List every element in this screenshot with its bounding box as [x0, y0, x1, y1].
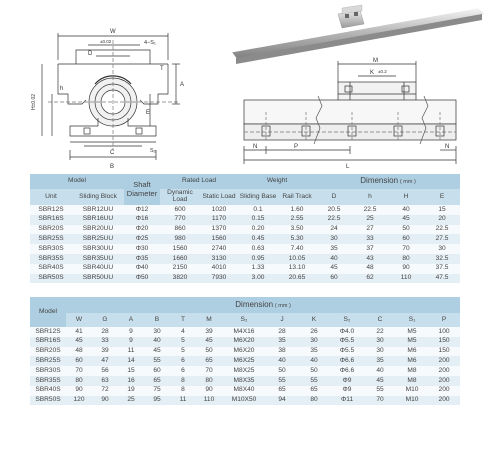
rated-load-table-cell: 37.5 — [424, 264, 460, 274]
rated-load-table-cell: 2.55 — [278, 215, 316, 225]
dimension-table-cell: 15 — [118, 366, 144, 376]
dimension-table-cell: SBR40S — [30, 386, 66, 396]
dimension-table-cell: 11 — [170, 396, 196, 406]
rated-load-table-cell: 45 — [316, 264, 352, 274]
dimension-table-cell: 39 — [196, 327, 222, 337]
rated-load-table-row — [30, 254, 460, 264]
rated-load-table-cell: 770 — [160, 215, 200, 225]
rated-load-table-cell: SBR35UU — [72, 254, 124, 264]
dimension-table-row — [30, 356, 460, 366]
dimension-table-cell: M8 — [396, 376, 428, 386]
dimension-table-cell: 6 — [170, 356, 196, 366]
rated-load-table-cell: SBR50UU — [72, 274, 124, 284]
dimension-table-cell: 40 — [266, 356, 298, 366]
rated-load-table-cell: SBR25UU — [72, 234, 124, 244]
dimension-table-cell: 39 — [92, 347, 118, 357]
header-col-h: h — [352, 189, 388, 205]
dim-header-col: A — [118, 313, 144, 327]
rated-load-table-cell: Φ25 — [124, 234, 160, 244]
dimension-table-cell: 72 — [92, 386, 118, 396]
dim-header-dimension — [66, 297, 460, 313]
dimension-table-cell: 200 — [428, 366, 460, 376]
rated-load-table-cell: 0.1 — [238, 205, 278, 215]
dimension-table-cell: M8X25 — [222, 366, 266, 376]
dimension-table-cell: SBR25S — [30, 356, 66, 366]
dimension-table-cell: 26 — [298, 327, 330, 337]
dim-header-col: S₁ — [396, 313, 428, 327]
rated-load-table-cell: SBR25S — [30, 234, 72, 244]
dim-label-d: D — [88, 51, 93, 57]
header-weight: Weight — [238, 174, 316, 189]
header-dimension-unit: ( mm ) — [399, 179, 416, 186]
dimension-table-cell: SBR50S — [30, 396, 66, 406]
rated-load-table-cell: 1.33 — [238, 264, 278, 274]
dimension-table-cell: 35 — [266, 337, 298, 347]
dimension-table-cell: 63 — [92, 376, 118, 386]
dim-label-h: h — [60, 86, 64, 92]
rated-load-table-cell: 0.63 — [238, 244, 278, 254]
header-col-d: D — [316, 189, 352, 205]
rated-load-table-cell: 600 — [160, 205, 200, 215]
dimension-table-cell: 5 — [170, 347, 196, 357]
rated-load-table — [30, 174, 460, 283]
dim-label-c: C — [110, 150, 115, 156]
dim-label-w: W — [110, 29, 116, 35]
dimension-table-cell: M6 — [396, 347, 428, 357]
rated-load-table-cell: 0.20 — [238, 225, 278, 235]
rated-load-table-cell: Φ16 — [124, 215, 160, 225]
dimension-table-row — [30, 366, 460, 376]
dimension-table-row — [30, 386, 460, 396]
dimension-table-cell: 120 — [66, 396, 92, 406]
rated-load-table-cell: Φ35 — [124, 254, 160, 264]
dimension-table-cell: 65 — [266, 386, 298, 396]
dimension-table-cell: 200 — [428, 386, 460, 396]
rated-load-table-cell: SBR30UU — [72, 244, 124, 254]
rated-load-table-cell: 40 — [388, 205, 424, 215]
dimension-table-cell: 200 — [428, 396, 460, 406]
dimension-table-cell: M5 — [396, 327, 428, 337]
dimension-table-cell: M8X40 — [222, 386, 266, 396]
rated-load-table-cell: 60 — [316, 274, 352, 284]
dimension-table-cell: 65 — [144, 376, 170, 386]
dimension-table-cell: M10 — [396, 396, 428, 406]
dimension-table-cell: 40 — [364, 366, 396, 376]
dimension-table-cell: SBR12S — [30, 327, 66, 337]
rated-load-table-cell: 62 — [352, 274, 388, 284]
rated-load-table-cell: SBR40S — [30, 264, 72, 274]
dimension-table-cell: 30 — [364, 347, 396, 357]
dimension-table-cell: 40 — [144, 337, 170, 347]
dim-label-n: N — [253, 144, 258, 150]
dim-header-col: T — [170, 313, 196, 327]
rated-load-table-row — [30, 215, 460, 225]
rated-load-table-cell: 1660 — [160, 254, 200, 264]
side-view-drawing — [244, 61, 456, 164]
dimension-table-cell: 55 — [364, 386, 396, 396]
rated-load-table-cell: 27.5 — [424, 234, 460, 244]
dim-label-m: M — [373, 58, 378, 64]
dimension-table-cell: 48 — [66, 347, 92, 357]
rated-load-table-cell: Φ20 — [124, 225, 160, 235]
rated-load-table-cell: 2740 — [200, 244, 238, 254]
dimension-table-cell: M8 — [396, 366, 428, 376]
header-dimension-label: Dimension — [360, 176, 399, 186]
dimension-table-cell: Φ9 — [330, 376, 364, 386]
dim-header-col: J — [266, 313, 298, 327]
dim-label-k: K — [370, 70, 375, 76]
dim-header-col: M — [196, 313, 222, 327]
dim-header-col: B — [144, 313, 170, 327]
header-dimension — [316, 174, 460, 189]
rated-load-table-cell: 48 — [352, 264, 388, 274]
dimension-table-cell: Φ5.5 — [330, 337, 364, 347]
dimension-table-row — [30, 337, 460, 347]
rated-load-table-cell: Φ12 — [124, 205, 160, 215]
dimension-table-cell: M5 — [396, 337, 428, 347]
rated-load-table-cell: 22.5 — [424, 225, 460, 235]
dimension-table-cell: 9 — [118, 337, 144, 347]
dim-header-col: G — [92, 313, 118, 327]
header-sliding-block: Sliding Block — [72, 189, 124, 205]
dimension-table-cell: 8 — [170, 386, 196, 396]
dimension-table-cell: 50 — [298, 366, 330, 376]
rated-load-table-cell: SBR40UU — [72, 264, 124, 274]
rated-load-table-cell: 27 — [352, 225, 388, 235]
dimension-table-cell: 55 — [144, 356, 170, 366]
dimension-table-cell: SBR20S — [30, 347, 66, 357]
dimension-table-cell: 200 — [428, 356, 460, 366]
dimension-table-cell: 38 — [266, 347, 298, 357]
dim-header-col: S₂ — [330, 313, 364, 327]
dimension-table-cell: M6 — [396, 356, 428, 366]
dimension-table-cell: SBR35S — [30, 376, 66, 386]
dimension-table-cell: 14 — [118, 356, 144, 366]
dimension-table-cell: 90 — [92, 396, 118, 406]
dimension-table-row — [30, 327, 460, 337]
rated-load-table-cell: 3130 — [200, 254, 238, 264]
dim-label-b: B — [110, 164, 115, 170]
product-render — [232, 5, 484, 64]
rated-load-table-cell: 10.05 — [278, 254, 316, 264]
dim-header-dimension-unit: ( mm ) — [274, 302, 291, 309]
dimension-table-cell: 28 — [92, 327, 118, 337]
dim-label-a: A — [180, 82, 185, 88]
rated-load-table-cell: 24 — [316, 225, 352, 235]
dimension-table-cell: 70 — [66, 366, 92, 376]
dim-header-col: S₂ — [222, 313, 266, 327]
dimension-table-cell: 45 — [196, 337, 222, 347]
dimension-table-cell: M10 — [396, 386, 428, 396]
dim-label-l: L — [346, 164, 350, 170]
rated-load-table-cell: 60 — [388, 234, 424, 244]
dimension-table-cell: 35 — [298, 347, 330, 357]
rated-load-table-cell: 1370 — [200, 225, 238, 235]
rated-load-table-cell: SBR50S — [30, 274, 72, 284]
dim-label-e: E — [146, 110, 151, 116]
dimension-table-cell: 5 — [170, 337, 196, 347]
dimension-table-cell: SBR30S — [30, 366, 66, 376]
rated-load-table-cell: 0.15 — [238, 215, 278, 225]
dimension-table-cell: 80 — [196, 376, 222, 386]
dimension-table-cell: 19 — [118, 386, 144, 396]
dim-label-n-right: N — [445, 144, 450, 150]
dimension-table-cell: 25 — [118, 396, 144, 406]
dimension-table-cell: 55 — [298, 376, 330, 386]
dimension-table-cell: 100 — [428, 327, 460, 337]
dimension-table-row — [30, 347, 460, 357]
rated-load-table-cell: 1170 — [200, 215, 238, 225]
dimension-table-cell: 60 — [66, 356, 92, 366]
dimension-table-cell: 22 — [364, 327, 396, 337]
rated-load-table-cell: 70 — [388, 244, 424, 254]
header-shaft-diameter: Shaft Diameter — [124, 174, 160, 205]
dimension-table-cell: M8X35 — [222, 376, 266, 386]
dimension-table-cell: M6X20 — [222, 337, 266, 347]
dimension-table-cell: 90 — [196, 386, 222, 396]
header-col-H: H — [388, 189, 424, 205]
dimension-table-cell: 65 — [298, 386, 330, 396]
rated-load-table-cell: 30 — [316, 234, 352, 244]
dim-label-t: T — [160, 66, 164, 72]
end-view-drawing — [42, 33, 180, 160]
rated-load-table-cell: 0.45 — [238, 234, 278, 244]
rated-load-table-cell: 37 — [352, 244, 388, 254]
rated-load-table-cell: 3.00 — [238, 274, 278, 284]
rated-load-table-cell: 45 — [388, 215, 424, 225]
dimension-table-cell: 80 — [66, 376, 92, 386]
dimension-table-cell: 30 — [298, 337, 330, 347]
dim-header-col: K — [298, 313, 330, 327]
dimension-table-cell: 110 — [196, 396, 222, 406]
dimension-table-cell: 50 — [196, 347, 222, 357]
rated-load-table-cell: 7930 — [200, 274, 238, 284]
dimension-table-cell: 70 — [364, 396, 396, 406]
header-rated-load: Rated Load — [160, 174, 238, 189]
rated-load-table-cell: 3.50 — [278, 225, 316, 235]
rated-load-table-cell: 25 — [352, 215, 388, 225]
dimension-table-row — [30, 396, 460, 406]
dimension-table-cell: Φ11 — [330, 396, 364, 406]
dimension-table-cell: 33 — [92, 337, 118, 347]
dimension-table-cell: 28 — [266, 327, 298, 337]
dimension-table-cell: Φ6.6 — [330, 366, 364, 376]
dimension-table-cell: 150 — [428, 337, 460, 347]
rated-load-table-row — [30, 225, 460, 235]
rated-load-table-cell: 20.5 — [316, 205, 352, 215]
dimension-table-cell: 11 — [118, 347, 144, 357]
dimension-table-cell: 30 — [144, 327, 170, 337]
dimension-table — [30, 297, 460, 405]
dim-header-col: W — [66, 313, 92, 327]
rated-load-table-row — [30, 264, 460, 274]
rated-load-table-cell: 43 — [352, 254, 388, 264]
rated-load-table-cell: 30 — [424, 244, 460, 254]
dimension-table-cell: 45 — [144, 347, 170, 357]
dimension-table-cell: 90 — [66, 386, 92, 396]
dimension-table-cell: 150 — [428, 347, 460, 357]
rated-load-table-cell: 47.5 — [424, 274, 460, 284]
dimension-table-cell: 94 — [266, 396, 298, 406]
dimension-table-cell: 80 — [298, 396, 330, 406]
dimension-table-cell: 40 — [298, 356, 330, 366]
dim-label-s1: 4−S₁ — [144, 40, 156, 46]
rated-load-table-cell: 22.5 — [352, 205, 388, 215]
dim-label-tol2: ±0.2 — [378, 69, 387, 74]
dimension-table-cell: 70 — [196, 366, 222, 376]
dimension-table-cell: 45 — [364, 376, 396, 386]
header-dynamic-load: Dynamic Load — [160, 189, 200, 205]
rated-load-table-cell: 35 — [316, 244, 352, 254]
rated-load-table-cell: SBR16S — [30, 215, 72, 225]
rated-load-table-cell: SBR35S — [30, 254, 72, 264]
dimension-table-cell: 8 — [170, 376, 196, 386]
rated-load-table-cell: SBR16UU — [72, 215, 124, 225]
dimension-table-cell: Φ5.5 — [330, 347, 364, 357]
rated-load-table-cell: 33 — [352, 234, 388, 244]
dimension-table-cell: M4X16 — [222, 327, 266, 337]
dimension-table-row — [30, 376, 460, 386]
dim-label-tol1: ±0.02 — [100, 39, 112, 44]
rated-load-table-cell: 5.30 — [278, 234, 316, 244]
rated-load-table-cell: 90 — [388, 264, 424, 274]
dim-header-dimension-label: Dimension — [235, 299, 274, 309]
rated-load-table-cell: Φ50 — [124, 274, 160, 284]
rated-load-table-cell: Φ40 — [124, 264, 160, 274]
dim-label-s2: S₂ — [150, 148, 156, 154]
dimension-table-cell: 200 — [428, 376, 460, 386]
dimension-table-cell: M6X20 — [222, 347, 266, 357]
dim-header-col: C — [364, 313, 396, 327]
dimension-table-cell: 75 — [144, 386, 170, 396]
dimension-table-cell: 95 — [144, 396, 170, 406]
rated-load-table-cell: SBR20S — [30, 225, 72, 235]
rated-load-table-cell: 0.95 — [238, 254, 278, 264]
header-static-load: Static Load — [200, 189, 238, 205]
rated-load-table-cell: 7.40 — [278, 244, 316, 254]
rated-load-table-cell: 1020 — [200, 205, 238, 215]
rated-load-table-cell: SBR12S — [30, 205, 72, 215]
dim-header-col: P — [428, 313, 460, 327]
rated-load-table-row — [30, 234, 460, 244]
rated-load-table-cell: 1560 — [160, 244, 200, 254]
dimension-table-cell: Φ9 — [330, 386, 364, 396]
dimension-table-cell: 47 — [92, 356, 118, 366]
dimension-table-cell: Φ6.6 — [330, 356, 364, 366]
dim-header-model: Model — [30, 297, 66, 327]
dimension-table-cell: 35 — [364, 356, 396, 366]
rated-load-table-cell: Φ30 — [124, 244, 160, 254]
rated-load-table-row — [30, 244, 460, 254]
dimension-table-cell: 56 — [92, 366, 118, 376]
rated-load-table-cell: 20.65 — [278, 274, 316, 284]
technical-drawings — [0, 0, 488, 172]
header-model: Model — [30, 174, 124, 189]
dimension-table-cell: 16 — [118, 376, 144, 386]
rated-load-table-row — [30, 274, 460, 284]
rated-load-table-cell: SBR20UU — [72, 225, 124, 235]
dimension-table-cell: 9 — [118, 327, 144, 337]
dimension-table-cell: 30 — [364, 337, 396, 347]
rated-load-table-cell: 1.60 — [278, 205, 316, 215]
rated-load-table-cell: 1560 — [200, 234, 238, 244]
rated-load-table-cell: 32.5 — [424, 254, 460, 264]
rated-load-table-cell: 3820 — [160, 274, 200, 284]
dimension-table-cell: 60 — [144, 366, 170, 376]
rated-load-table-cell: SBR30S — [30, 244, 72, 254]
header-col-e: E — [424, 189, 460, 205]
dimension-table-cell: 6 — [170, 366, 196, 376]
rated-load-table-cell: 22.5 — [316, 215, 352, 225]
dimension-table-cell: Φ4.0 — [330, 327, 364, 337]
dimension-table-cell: 41 — [66, 327, 92, 337]
rated-load-table-row — [30, 205, 460, 215]
rated-load-table-cell: 2150 — [160, 264, 200, 274]
header-rail-track: Rail Track — [278, 189, 316, 205]
dimension-table-cell: SBR16S — [30, 337, 66, 347]
rated-load-table-cell: 4010 — [200, 264, 238, 274]
rated-load-table-cell: 80 — [388, 254, 424, 264]
dim-label-p: P — [294, 144, 299, 150]
dimension-table-cell: M10X50 — [222, 396, 266, 406]
rated-load-table-cell: 50 — [388, 225, 424, 235]
dimension-table-cell: 50 — [266, 366, 298, 376]
rated-load-table-cell: 40 — [316, 254, 352, 264]
dim-label-h-tol: H±0.02 — [31, 93, 37, 110]
rated-load-table-cell: 980 — [160, 234, 200, 244]
dimension-table-cell: 4 — [170, 327, 196, 337]
rated-load-table-cell: 15 — [424, 205, 460, 215]
header-unit: Unit — [30, 189, 72, 205]
rated-load-table-cell: SBR12UU — [72, 205, 124, 215]
header-sliding-base: Sliding Base — [238, 189, 278, 205]
rated-load-table-cell: 20 — [424, 215, 460, 225]
rated-load-table-cell: 13.10 — [278, 264, 316, 274]
rated-load-table-cell: 860 — [160, 225, 200, 235]
dimension-table-cell: 45 — [66, 337, 92, 347]
dimension-table-cell: 55 — [266, 376, 298, 386]
rated-load-table-cell: 110 — [388, 274, 424, 284]
dimension-table-cell: 65 — [196, 356, 222, 366]
dimension-table-cell: M6X25 — [222, 356, 266, 366]
